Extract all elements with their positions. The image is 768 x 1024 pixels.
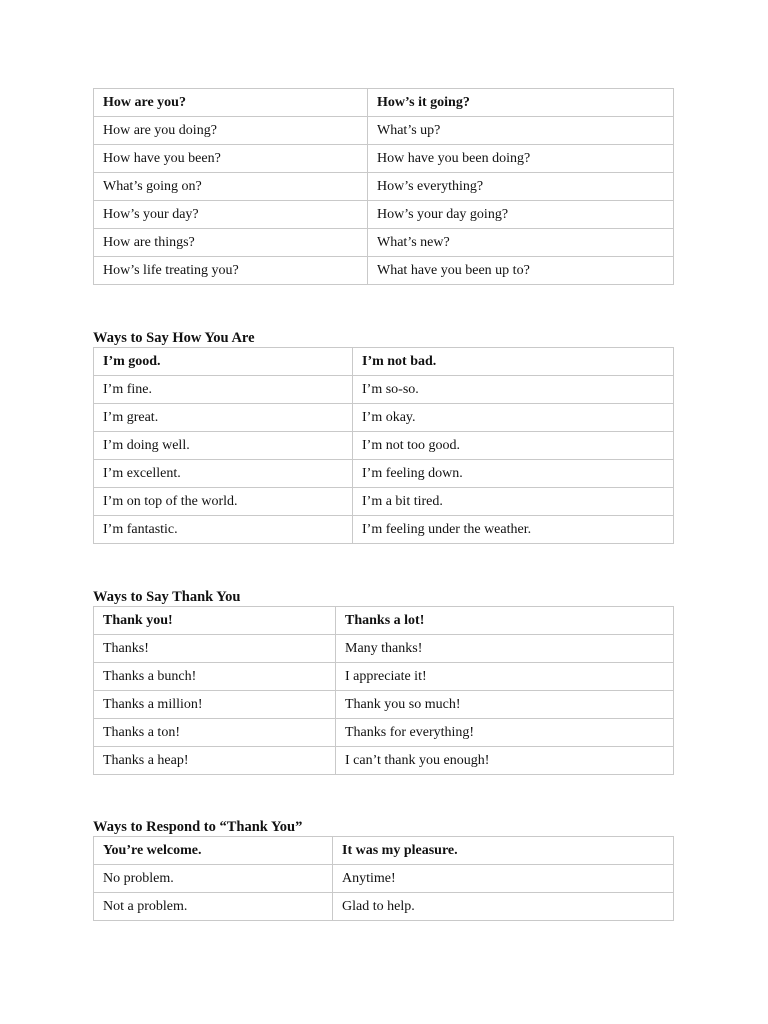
thank-you-table: [93, 606, 674, 775]
table-row: [94, 488, 674, 516]
table-cell: Not a problem.: [94, 893, 333, 921]
table-cell: How are things?: [94, 229, 368, 257]
table-cell: How’s life treating you?: [94, 257, 368, 285]
greetings-section: [93, 88, 673, 285]
table-row: [94, 893, 674, 921]
table-cell: Thank you so much!: [336, 691, 674, 719]
table-cell: How have you been doing?: [368, 145, 674, 173]
table-header-row: [94, 607, 674, 635]
how-you-are-table: [93, 347, 674, 544]
table-cell: Many thanks!: [336, 635, 674, 663]
table-cell: I’m so-so.: [353, 376, 674, 404]
table-cell: No problem.: [94, 865, 333, 893]
table-cell: What’s up?: [368, 117, 674, 145]
table-row: [94, 460, 674, 488]
table-cell: Anytime!: [333, 865, 674, 893]
respond-thank-you-section: [93, 818, 673, 921]
table-header-row: [94, 348, 674, 376]
table-cell: Thanks a bunch!: [94, 663, 336, 691]
table-row: [94, 376, 674, 404]
table-header-cell: It was my pleasure.: [333, 837, 674, 865]
table-cell: How’s your day going?: [368, 201, 674, 229]
table-header-row: [94, 837, 674, 865]
table-row: [94, 432, 674, 460]
how-you-are-section: [93, 329, 673, 544]
table-cell: Thanks for everything!: [336, 719, 674, 747]
section-heading: Ways to Say How You Are: [93, 330, 255, 346]
table-header-cell: How’s it going?: [368, 89, 674, 117]
table-cell: Thanks a heap!: [94, 747, 336, 775]
table-header-cell: Thanks a lot!: [336, 607, 674, 635]
table-cell: Glad to help.: [333, 893, 674, 921]
table-row: [94, 663, 674, 691]
table-cell: I’m on top of the world.: [94, 488, 353, 516]
greetings-table: [93, 88, 674, 285]
table-cell: How’s everything?: [368, 173, 674, 201]
thank-you-section: [93, 588, 673, 775]
table-cell: What have you been up to?: [368, 257, 674, 285]
table-cell: I’m great.: [94, 404, 353, 432]
table-row: [94, 173, 674, 201]
respond-thank-you-table: [93, 836, 674, 921]
table-header-row: [94, 89, 674, 117]
table-cell: I’m excellent.: [94, 460, 353, 488]
table-cell: I’m doing well.: [94, 432, 353, 460]
table-row: [94, 516, 674, 544]
table-cell: How’s your day?: [94, 201, 368, 229]
table-cell: Thanks a million!: [94, 691, 336, 719]
table-row: [94, 635, 674, 663]
section-heading: Ways to Say Thank You: [93, 589, 241, 605]
table-cell: What’s new?: [368, 229, 674, 257]
table-row: [94, 691, 674, 719]
table-row: [94, 719, 674, 747]
table-cell: What’s going on?: [94, 173, 368, 201]
table-row: [94, 865, 674, 893]
table-header-cell: You’re welcome.: [94, 837, 333, 865]
table-cell: I’m fantastic.: [94, 516, 353, 544]
table-cell: I’m okay.: [353, 404, 674, 432]
table-row: [94, 201, 674, 229]
table-cell: Thanks a ton!: [94, 719, 336, 747]
section-heading: Ways to Respond to “Thank You”: [93, 819, 303, 835]
table-header-cell: How are you?: [94, 89, 368, 117]
table-cell: I’m a bit tired.: [353, 488, 674, 516]
table-cell: I’m feeling under the weather.: [353, 516, 674, 544]
table-cell: I’m fine.: [94, 376, 353, 404]
table-cell: How are you doing?: [94, 117, 368, 145]
table-row: [94, 747, 674, 775]
table-row: [94, 257, 674, 285]
table-cell: I’m feeling down.: [353, 460, 674, 488]
table-row: [94, 145, 674, 173]
table-cell: I appreciate it!: [336, 663, 674, 691]
table-header-cell: I’m not bad.: [353, 348, 674, 376]
table-header-cell: I’m good.: [94, 348, 353, 376]
table-cell: I’m not too good.: [353, 432, 674, 460]
table-cell: How have you been?: [94, 145, 368, 173]
table-row: [94, 229, 674, 257]
table-header-cell: Thank you!: [94, 607, 336, 635]
table-row: [94, 117, 674, 145]
table-cell: I can’t thank you enough!: [336, 747, 674, 775]
table-row: [94, 404, 674, 432]
table-cell: Thanks!: [94, 635, 336, 663]
